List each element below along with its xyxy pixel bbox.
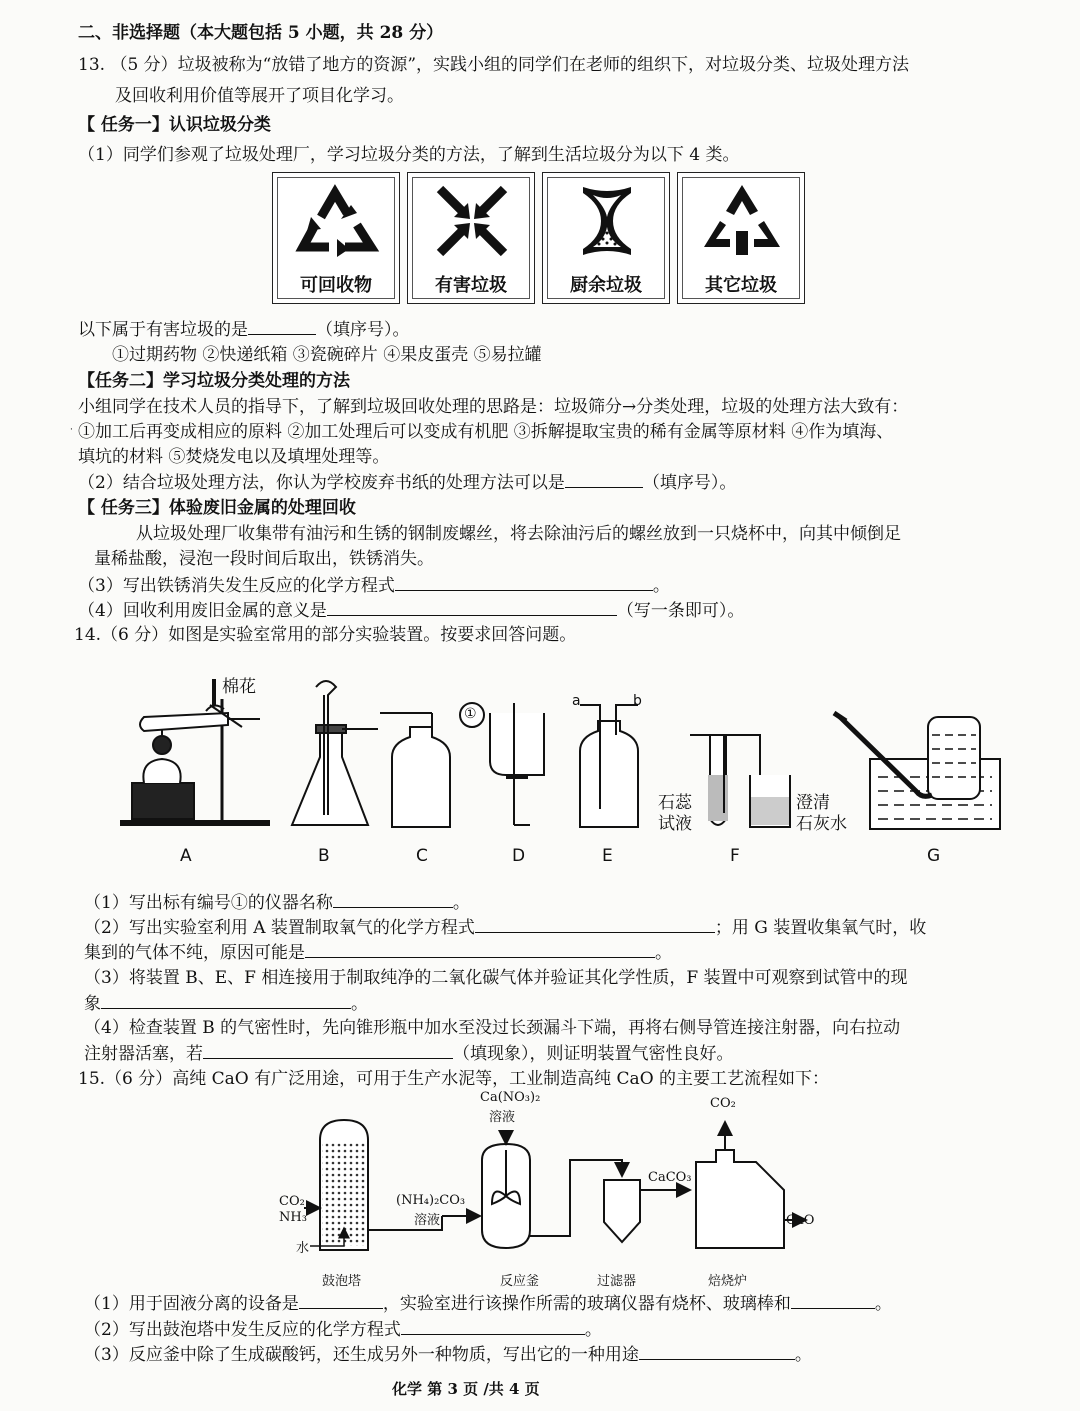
q14-q4-text-b: 注射器活塞，若	[84, 1044, 203, 1064]
flow-label-co2-in: CO₂	[279, 1194, 305, 1209]
apparatus-label-b: B	[318, 846, 330, 866]
q15-q1-text: （1）用于固液分离的设备是	[84, 1294, 299, 1314]
q13-q4	[78, 599, 744, 622]
answer-blank-impure-reason[interactable]	[305, 941, 655, 958]
apparatus-b-flask	[292, 731, 368, 825]
label-limewater-1: 澄清	[796, 793, 830, 813]
waste-category-cards	[272, 172, 812, 306]
flow-label-calcium-nitrate: Ca(NO₃)₂	[480, 1090, 541, 1105]
card-kitchen	[542, 172, 670, 304]
q14-q3-end: 。	[351, 994, 368, 1014]
q14-q3-line1: （3）将装置 B、E、F 相连接用于制取纯净的二氧化碳气体并验证其化学性质，F 装置中可观察到试管中的现	[84, 968, 908, 988]
q13-q1-ask-hint: （填序号）。	[316, 320, 410, 340]
q14-q4-text-c: （填现象），则证明装置气密性良好。	[453, 1044, 734, 1064]
card-label-kitchen: 厨余垃圾	[570, 275, 642, 296]
answer-blank-hazardous[interactable]	[248, 318, 316, 335]
q13-task2-line1: 小组同学在技术人员的指导下，了解到垃圾回收处理的思路是：垃圾筛分→分类处理，垃圾的处理方法大致有：	[78, 397, 909, 417]
apparatus-label-g: G	[927, 846, 941, 866]
apparatus-label-a: A	[180, 846, 192, 866]
answer-blank-glassware[interactable]	[791, 1292, 875, 1309]
q14-q2-end: 。	[655, 943, 672, 963]
flow-label-co2-out: CO₂	[710, 1096, 736, 1111]
q14-q1-end: 。	[452, 893, 470, 913]
q14-q2-line2	[84, 941, 672, 964]
page-footer: 化学 第 3 页 /共 4 页	[392, 1380, 540, 1398]
q15-q1-end: 。	[874, 1294, 892, 1314]
flow-label-cao-out: CaO	[786, 1213, 815, 1228]
label-marker-1: ①	[464, 706, 477, 722]
q14-q1	[84, 891, 470, 914]
cao-process-flow	[270, 1100, 830, 1270]
q13-q4-hint: （写一条即可）。	[616, 601, 745, 621]
roasting-furnace	[696, 1150, 784, 1248]
recycle-icon	[291, 181, 383, 261]
q13-task2-heading: 【任务二】学习垃圾分类处理的方法	[78, 371, 350, 391]
answer-blank-f-phenomenon[interactable]	[101, 992, 351, 1009]
answer-blank-oxygen-equation[interactable]	[475, 916, 715, 933]
flow-label-nh3-in: NH₃	[279, 1210, 307, 1225]
q15-q3	[84, 1343, 812, 1366]
hazard-arrows-icon	[426, 181, 518, 261]
answer-blank-instrument-name[interactable]	[333, 891, 453, 908]
q14-q2-text-c: 集到的气体不纯，原因可能是	[84, 943, 305, 963]
q14-q2-line1	[84, 916, 926, 939]
apparatus-c-bottle	[392, 727, 450, 827]
apparatus-a-lamp-base	[132, 783, 194, 819]
card-label-recyclable: 可回收物	[300, 275, 372, 296]
card-other	[677, 172, 805, 304]
apparatus-label-e: E	[602, 846, 613, 866]
q13-q2-hint: （填序号）。	[642, 473, 737, 493]
q13-q2	[78, 471, 736, 494]
section-title: 二、非选择题（本大题包括 5 小题，共 28 分）	[78, 23, 444, 43]
unit-label-tower: 鼓泡塔	[322, 1274, 362, 1289]
q13-stem-line2: 及回收利用价值等展开了项目化学习。	[115, 86, 404, 106]
q13-q1-text: （1）同学们参观了垃圾处理厂，学习垃圾分类的方法，了解到生活垃圾分为以下 4 类。	[78, 145, 740, 165]
q13-task3-heading: 【 任务三】体验废旧金属的处理回收	[78, 498, 356, 518]
hourglass-icon	[561, 181, 653, 261]
label-cotton: 棉花	[222, 677, 256, 697]
apparatus-label-d: D	[512, 846, 526, 866]
label-port-a: a	[572, 693, 581, 709]
card-hazardous	[407, 172, 535, 304]
flow-label-ammonium-carbonate: (NH₄)₂CO₃	[396, 1193, 466, 1208]
answer-blank-metal-recycling[interactable]	[327, 599, 617, 616]
q14-q2-text-b: ；用 G 装置收集氧气时，收	[714, 918, 927, 938]
answer-blank-byproduct-use[interactable]	[639, 1343, 795, 1360]
flow-label-solution-2: 溶液	[489, 1110, 516, 1125]
q13-q4-text: （4）回收利用废旧金属的意义是	[78, 601, 327, 621]
answer-blank-separation-device[interactable]	[299, 1292, 383, 1309]
label-limewater-2: 石灰水	[796, 814, 847, 834]
card-label-other: 其它垃圾	[705, 275, 777, 296]
q15-stem: 15.（6 分）高纯 CaO 有广泛用途，可用于生产水泥等，工业制造高纯 CaO 的主要工艺流程如下：	[78, 1069, 830, 1089]
label-litmus-1: 石蕊	[658, 793, 692, 813]
q13-q3	[78, 574, 670, 597]
q14-q2-text: （2）写出实验室利用 A 装置制取氧气的化学方程式	[84, 918, 475, 938]
q13-task2-line2: ①加工后再变成相应的原料 ②加工处理后可以变成有机肥 ③拆解提取宝贵的稀有金属等原材料 ④作为填海、	[78, 422, 894, 442]
q15-q2-text: （2）写出鼓泡塔中发生反应的化学方程式	[84, 1320, 401, 1340]
answer-blank-rust-equation[interactable]	[395, 574, 653, 591]
filter	[604, 1180, 640, 1242]
q13-task3-line1: 从垃圾处理厂收集带有油污和生锈的钢制废螺丝，将去除油污后的螺丝放到一只烧杯中，向其中倾倒足	[136, 524, 901, 544]
q15-q2	[84, 1318, 602, 1341]
unit-label-reactor: 反应釜	[500, 1274, 540, 1289]
flow-label-solution-1: 溶液	[414, 1213, 441, 1228]
unit-label-filter: 过滤器	[597, 1274, 637, 1289]
q13-q3-end: 。	[652, 576, 670, 596]
flow-label-water: 水	[296, 1241, 310, 1256]
label-port-b: b	[633, 693, 642, 709]
card-label-hazardous: 有害垃圾	[435, 275, 507, 296]
q13-task2-line3: 填坑的材料 ⑤焚烧发电以及填埋处理等。	[78, 447, 390, 467]
card-recyclable	[272, 172, 400, 304]
q14-q3-line2	[84, 992, 368, 1015]
q15-q2-end: 。	[584, 1320, 602, 1340]
q13-q2-text: （2）结合垃圾处理方法，你认为学校废弃书纸的处理方法可以是	[78, 473, 565, 493]
q14-q4-line2	[84, 1042, 734, 1065]
q13-task3-line2: 量稀盐酸，浸泡一段时间后取出，铁锈消失。	[94, 549, 434, 569]
q13-q3-text: （3）写出铁锈消失发生反应的化学方程式	[78, 576, 395, 596]
label-litmus-2: 试液	[658, 814, 692, 834]
unit-label-furnace: 焙烧炉	[708, 1274, 748, 1289]
apparatus-label-f: F	[730, 846, 740, 866]
q14-q3-text-b: 象	[84, 994, 101, 1014]
q13-stem-line1: 13. （5 分）垃圾被称为“放错了地方的资源”，实践小组的同学们在老师的组织下，对垃圾分类、垃圾处理方法	[78, 55, 910, 75]
flow-label-caco3: CaCO₃	[648, 1170, 692, 1185]
q14-stem: 14.（6 分）如图是实验室常用的部分实验装置。按要求回答问题。	[74, 625, 577, 645]
q13-options: ①过期药物 ②快递纸箱 ③瓷碗碎片 ④果皮蛋壳 ⑤易拉罐	[112, 345, 542, 365]
apparatus-d-funnel	[490, 713, 544, 775]
answer-blank-paper-method[interactable]	[565, 471, 643, 488]
q15-q3-end: 。	[794, 1345, 812, 1365]
q15-q1-text-b: ，实验室进行该操作所需的玻璃仪器有烧杯、玻璃棒和	[382, 1294, 791, 1314]
q13-q1-ask	[78, 318, 410, 341]
answer-blank-tower-equation[interactable]	[401, 1318, 585, 1335]
apparatus-e-bottle	[580, 721, 638, 827]
q13-task1-heading: 【 任务一】认识垃圾分类	[78, 115, 271, 135]
q14-q1-text: （1）写出标有编号①的仪器名称	[84, 893, 333, 913]
q13-q1-ask-text: 以下属于有害垃圾的是	[78, 320, 248, 340]
q14-q4-line1: （4）检查装置 B 的气密性时，先向锥形瓶中加水至没过长颈漏斗下端，再将右侧导管连接注射器，向右拉动	[84, 1018, 901, 1038]
q15-q3-text: （3）反应釜中除了生成碳酸钙，还生成另外一种物质，写出它的一种用途	[84, 1345, 639, 1365]
apparatus-label-c: C	[416, 846, 428, 866]
q15-q1	[84, 1292, 892, 1315]
answer-blank-airtightness[interactable]	[203, 1042, 453, 1059]
other-waste-icon	[696, 181, 788, 261]
